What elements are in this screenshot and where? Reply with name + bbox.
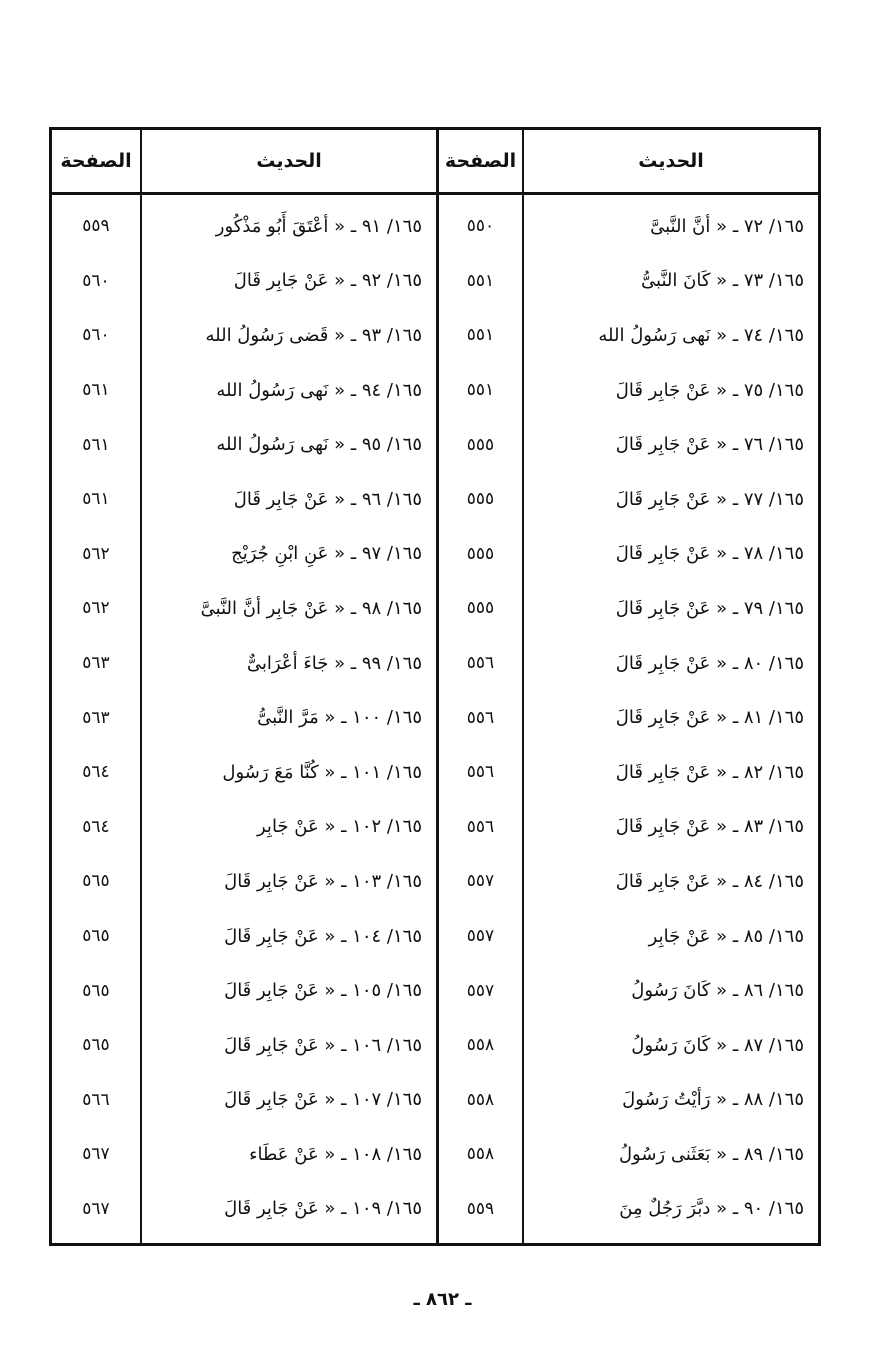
page-ref: ٥٥٧: [466, 871, 495, 892]
hadith-entry: ١٦٥/ ١٠٦ ـ « عَنْ جَابِر قَالَ: [224, 1034, 422, 1056]
page-ref: ٥٦٠: [82, 325, 110, 346]
page-ref: ٥٥١: [466, 270, 495, 291]
hadith-entry: ١٦٥/ ٨٤ ـ « عَنْ جَابِر قَالَ: [615, 870, 804, 892]
page-ref: ٥٦٢: [82, 598, 110, 619]
left-page-column: [52, 195, 140, 1243]
page-ref: ٥٥٥: [466, 543, 495, 564]
page-ref: ٥٥٥: [466, 489, 495, 510]
hadith-entry: ١٦٥/ ١٠٨ ـ « عَنْ عَطَاء: [249, 1143, 422, 1165]
hadith-entry: ١٦٥/ ٨٢ ـ « عَنْ جَابِر قَالَ: [615, 761, 804, 783]
page-ref: ٥٥٨: [466, 1089, 495, 1110]
hadith-entry: ١٦٥/ ٧٩ ـ « عَنْ جَابِر قَالَ: [615, 597, 804, 619]
page-ref: ٥٦٥: [82, 871, 110, 892]
hadith-entry: ١٦٥/ ٨٧ ـ « كَانَ رَسُولُ: [631, 1034, 804, 1056]
page-ref: ٥٦٧: [82, 1198, 110, 1219]
page-ref: ٥٦١: [82, 380, 110, 401]
page-ref: ٥٦٠: [82, 270, 110, 291]
hadith-entry: ١٦٥/ ٩٦ ـ « عَنْ جَابِر قَالَ: [233, 488, 422, 510]
hadith-entry: ١٦٥/ ٨٠ ـ « عَنْ جَابِر قَالَ: [615, 652, 804, 674]
hadith-entry: ١٦٥/ ٩٨ ـ « عَنْ جَابِر أنَّ النَّبىَّ: [200, 597, 422, 619]
hadith-entry: ١٦٥/ ١٠٠ ـ « مَرَّ النَّبىُّ: [257, 707, 422, 729]
hadith-index-table: [49, 127, 821, 1246]
hadith-entry: ١٦٥/ ١٠٣ ـ « عَنْ جَابِر قَالَ: [224, 870, 422, 892]
page-ref: ٥٦٣: [82, 653, 110, 674]
right-page-column: [436, 195, 522, 1243]
hadith-entry: ١٦٥/ ٧٦ ـ « عَنْ جَابِر قَالَ: [615, 434, 804, 456]
hadith-entry: ١٦٥/ ٩٩ ـ « جَاءَ أعْرَابىٌّ: [246, 652, 422, 674]
page-ref: ٥٦٤: [82, 816, 110, 837]
hadith-entry: ١٦٥/ ٩٤ ـ « نَهى رَسُولُ الله: [216, 379, 422, 401]
hadith-entry: ١٦٥/ ١٠٧ ـ « عَنْ جَابِر قَالَ: [224, 1089, 422, 1111]
page-ref: ٥٦١: [82, 489, 110, 510]
hadith-entry: ١٦٥/ ٨٣ ـ « عَنْ جَابِر قَالَ: [615, 816, 804, 838]
right-hadith-column: [522, 195, 818, 1243]
hadith-entry: ١٦٥/ ٨٨ ـ « رَأيْتُ رَسُولَ: [622, 1089, 804, 1111]
header-hadith-right: الحديث: [522, 130, 818, 195]
page-ref: ٥٦٧: [82, 1144, 110, 1165]
page-ref: ٥٥٦: [466, 707, 495, 728]
hadith-entry: ١٦٥/ ٧٨ ـ « عَنْ جَابِر قَالَ: [615, 543, 804, 565]
page-ref: ٥٦٦: [82, 1089, 110, 1110]
page-ref: ٥٦٥: [82, 1035, 110, 1056]
hadith-entry: ١٦٥/ ٩٧ ـ « عَنِ ابْنِ جُرَيْج: [231, 543, 422, 565]
hadith-entry: ١٦٥/ ١٠٥ ـ « عَنْ جَابِر قَالَ: [224, 980, 422, 1002]
page-ref: ٥٥١: [466, 380, 495, 401]
left-hadith-column: [140, 195, 436, 1243]
hadith-entry: ١٦٥/ ٩٣ ـ « قَضى رَسُولُ الله: [205, 324, 422, 346]
page-ref: ٥٥٩: [82, 216, 110, 237]
page-ref: ٥٥١: [466, 325, 495, 346]
page-ref: ٥٥٨: [466, 1035, 495, 1056]
hadith-entry: ١٦٥/ ٨٩ ـ « بَعَثَنى رَسُولُ: [618, 1143, 804, 1165]
header-page-right: الصفحة: [436, 130, 522, 195]
header-hadith-left: الحديث: [140, 130, 436, 195]
hadith-entry: ١٦٥/ ٧٢ ـ « أنَّ النَّبىَّ: [650, 215, 804, 237]
hadith-entry: ١٦٥/ ٧٤ ـ « نَهى رَسُولُ الله: [598, 324, 804, 346]
page-ref: ٥٦١: [82, 434, 110, 455]
page-ref: ٥٥٥: [466, 434, 495, 455]
page-ref: ٥٦٥: [82, 980, 110, 1001]
page-ref: ٥٦٥: [82, 926, 110, 947]
page-ref: ٥٦٤: [82, 762, 110, 783]
page-ref: ٥٥٠: [466, 216, 495, 237]
hadith-entry: ١٦٥/ ١٠١ ـ « كُنَّا مَعَ رَسُول: [222, 761, 422, 783]
page-ref: ٥٥٩: [466, 1198, 495, 1219]
page-ref: ٥٥٦: [466, 653, 495, 674]
page-ref: ٥٥٦: [466, 816, 495, 837]
hadith-entry: ١٦٥/ ٧٣ ـ « كَانَ النَّبىُّ: [641, 270, 804, 292]
hadith-entry: ١٦٥/ ١٠٢ ـ « عَنْ جَابِر: [257, 816, 422, 838]
hadith-entry: ١٦٥/ ٨١ ـ « عَنْ جَابِر قَالَ: [615, 707, 804, 729]
hadith-entry: ١٦٥/ ٩٠ ـ « دبَّرَ رَجُلٌ مِنَ: [619, 1198, 804, 1220]
page-ref: ٥٦٣: [82, 707, 110, 728]
page-ref: ٥٥٦: [466, 762, 495, 783]
hadith-entry: ١٦٥/ ٧٥ ـ « عَنْ جَابِر قَالَ: [615, 379, 804, 401]
hadith-entry: ١٦٥/ ١٠٤ ـ « عَنْ جَابِر قَالَ: [224, 925, 422, 947]
page-ref: ٥٦٢: [82, 543, 110, 564]
page-number: ـ ٨٦٢ ـ: [413, 1289, 472, 1310]
hadith-entry: ١٦٥/ ١٠٩ ـ « عَنْ جَابِر قَالَ: [224, 1198, 422, 1220]
page-ref: ٥٥٧: [466, 980, 495, 1001]
page-ref: ٥٥٨: [466, 1144, 495, 1165]
hadith-entry: ١٦٥/ ٩٥ ـ « نَهى رَسُولُ الله: [216, 434, 422, 456]
hadith-entry: ١٦٥/ ٩١ ـ « أعْتَقَ أَبُو مَذْكُور: [215, 215, 422, 237]
hadith-entry: ١٦٥/ ٩٢ ـ « عَنْ جَابِر قَالَ: [233, 270, 422, 292]
hadith-entry: ١٦٥/ ٨٥ ـ « عَنْ جَابِر: [648, 925, 804, 947]
header-page-left: الصفحة: [52, 130, 140, 195]
page-ref: ٥٥٥: [466, 598, 495, 619]
hadith-entry: ١٦٥/ ٧٧ ـ « عَنْ جَابِر قَالَ: [615, 488, 804, 510]
hadith-entry: ١٦٥/ ٨٦ ـ « كَانَ رَسُولُ: [631, 980, 804, 1002]
page-ref: ٥٥٧: [466, 926, 495, 947]
